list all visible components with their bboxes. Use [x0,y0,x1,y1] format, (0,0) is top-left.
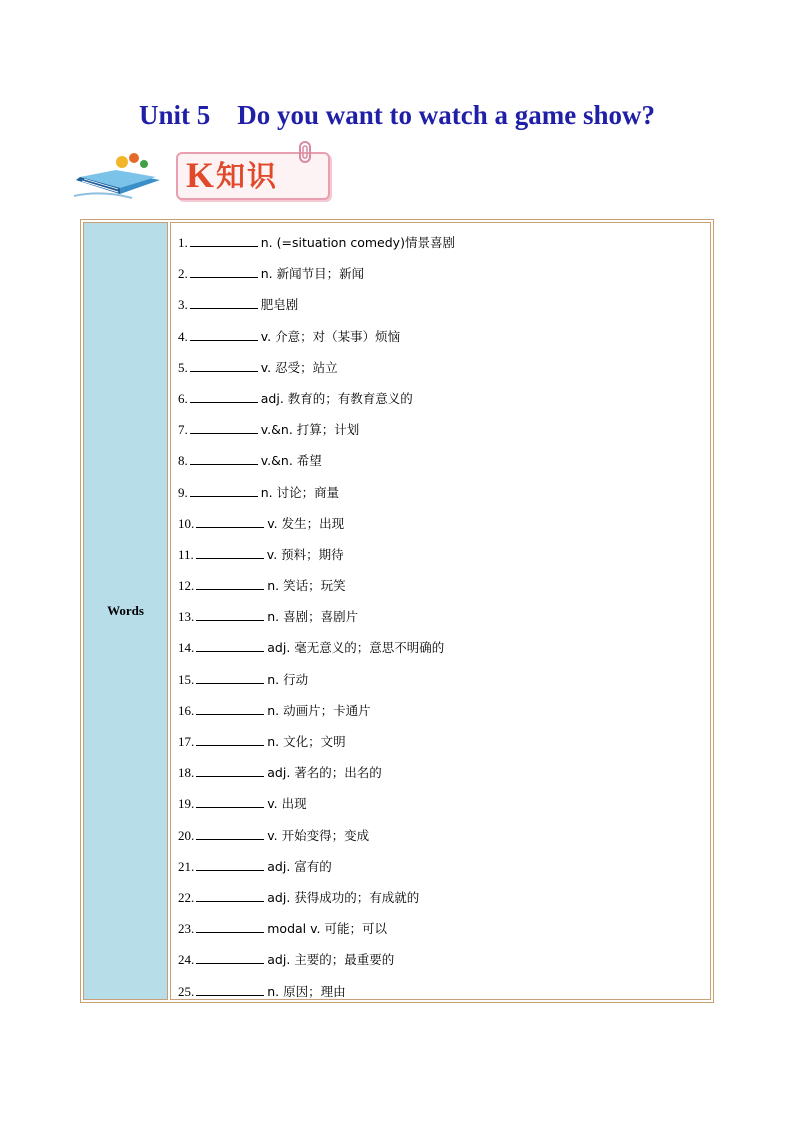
answer-blank[interactable] [190,295,258,309]
item-definition: n. 笑话；玩笑 [267,578,346,594]
knowledge-banner [72,146,342,206]
list-item [171,544,710,575]
list-item [171,700,710,731]
answer-blank[interactable] [196,607,264,621]
item-definition: adj. 著名的；出名的 [267,765,382,781]
answer-blank[interactable] [196,982,264,996]
item-definition: n. 行动 [267,671,309,687]
item-number: 3. [178,297,188,313]
answer-blank[interactable] [196,514,264,528]
item-number: 20. [178,827,195,843]
list-item [171,606,710,637]
item-definition: v. 出现 [267,796,307,812]
open-book-icon [72,150,164,202]
item-number: 5. [178,359,188,375]
item-definition: adj. 毫无意义的；意思不明确的 [267,640,445,656]
vocabulary-table [80,219,714,1003]
item-number: 16. [178,702,195,718]
item-number: 2. [178,266,188,282]
list-item [171,981,710,1012]
list-item [171,232,710,263]
item-number: 23. [178,921,195,937]
list-item [171,918,710,949]
item-definition: adj. 主要的；最重要的 [267,952,395,968]
answer-blank[interactable] [196,701,264,715]
answer-blank[interactable] [190,264,258,278]
paper-clip-icon [294,140,316,166]
table-label: Words [107,603,144,618]
item-number: 19. [178,796,195,812]
item-number: 6. [178,390,188,406]
list-item [171,513,710,544]
answer-blank[interactable] [196,670,264,684]
list-item [171,294,710,325]
item-definition: v. 开始变得；变成 [267,827,370,843]
list-item [171,575,710,606]
list-item [171,825,710,856]
item-definition: n. 讨论；商量 [260,484,340,500]
item-definition: v.&n. 打算；计划 [260,422,360,438]
answer-blank[interactable] [196,763,264,777]
list-item [171,949,710,980]
list-item [171,450,710,481]
answer-blank[interactable] [196,638,264,652]
list-item [171,731,710,762]
item-definition: modal v. 可能；可以 [267,921,387,937]
item-definition: n. 动画片；卡通片 [267,702,371,718]
answer-blank[interactable] [196,919,264,933]
answer-blank[interactable] [190,451,258,465]
list-item [171,388,710,419]
answer-blank[interactable] [196,545,264,559]
item-definition: n. 原因；理由 [267,983,346,999]
table-label-cell [83,222,168,1000]
item-definition: adj. 富有的 [267,858,332,874]
item-number: 22. [178,889,195,905]
list-item [171,762,710,793]
answer-blank[interactable] [190,327,258,341]
item-number: 18. [178,765,195,781]
answer-blank[interactable] [190,483,258,497]
answer-blank[interactable] [196,576,264,590]
answer-blank[interactable] [190,389,258,403]
item-definition: adj. 教育的；有教育意义的 [260,390,413,406]
item-number: 25. [178,983,195,999]
list-item [171,482,710,513]
list-item [171,637,710,668]
item-definition: v. 预料；期待 [266,546,344,562]
item-number: 21. [178,858,195,874]
list-item [171,357,710,388]
answer-blank[interactable] [190,358,258,372]
answer-blank[interactable] [196,732,264,746]
item-number: 17. [178,734,195,749]
answer-blank[interactable] [190,233,258,247]
item-definition: v. 介意；对（某事）烦恼 [260,328,401,344]
badge-letter: K [186,155,215,195]
badge-text: 知识 [216,159,279,193]
answer-blank[interactable] [196,794,264,808]
word-list [170,222,711,1000]
answer-blank[interactable] [190,420,258,434]
item-number: 12. [178,578,195,594]
item-number: 13. [178,609,195,625]
item-definition: n. (=situation comedy)情景喜剧 [260,235,455,250]
item-definition: n. 喜剧；喜剧片 [267,609,359,625]
item-definition: n. 新闻节目；新闻 [260,266,365,282]
item-definition: 肥皂剧 [260,297,299,313]
item-number: 11. [178,546,194,562]
item-definition: adj. 获得成功的；有成就的 [267,889,420,905]
answer-blank[interactable] [196,888,264,902]
item-definition: v. 忍受；站立 [260,359,338,375]
answer-blank[interactable] [196,857,264,871]
item-number: 4. [178,328,188,344]
item-definition: v.&n. 希望 [260,453,322,469]
list-item [171,419,710,450]
page-title: Unit 5 Do you want to watch a game show? [138,100,655,130]
answer-blank[interactable] [196,826,264,840]
list-item [171,793,710,824]
list-item [171,669,710,700]
item-number: 24. [178,952,195,968]
item-number: 15. [178,671,195,687]
item-number: 1. [178,235,188,250]
item-definition: v. 发生；出现 [267,515,345,531]
list-item [171,263,710,294]
list-item [171,887,710,918]
item-number: 8. [178,453,188,469]
item-number: 7. [178,422,188,438]
list-item [171,326,710,357]
list-item [171,856,710,887]
item-number: 14. [178,640,195,656]
item-number: 9. [178,484,188,500]
item-definition: n. 文化；文明 [267,734,346,749]
item-number: 10. [178,515,195,531]
answer-blank[interactable] [196,950,264,964]
